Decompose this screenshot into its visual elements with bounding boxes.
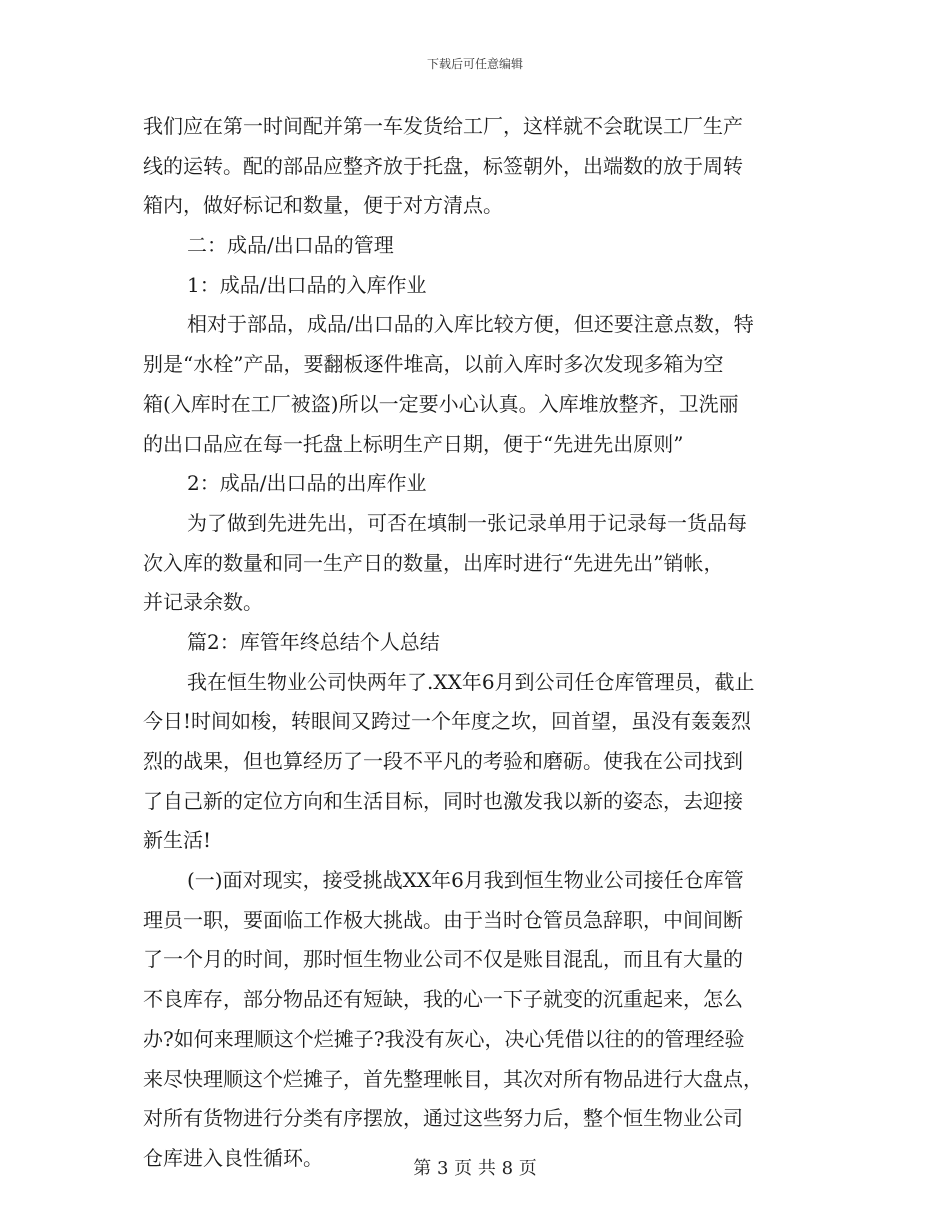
text-line: 2：成品/出口品的出库作业 — [187, 471, 427, 496]
text-line: 我们应在第一时间配并第一车发货给工厂，这样就不会耽误工厂生产 — [143, 114, 743, 138]
page-number: 第 3 页 共 8 页 — [413, 1158, 537, 1179]
text-line: 箱内，做好标记和数量，便于对方清点。 — [143, 193, 503, 218]
text-line: 我在恒生物业公司快两年了.XX年6月到公司任仓库管理员，截止 — [187, 669, 755, 694]
text-line: 的出口品应在每一托盘上标明生产日期，便于“先进先出原则” — [143, 431, 684, 456]
text-line: 今日!时间如梭，转眼间又跨过一个年度之坎，回首望，虽没有轰轰烈 — [143, 709, 752, 734]
text-line: 二：成品/出口品的管理 — [187, 233, 394, 258]
text-line: 次入库的数量和同一生产日的数量，出库时进行“先进先出”销帐， — [143, 550, 724, 575]
text-line: 办?如何来理顺这个烂摊子?我没有灰心，决心凭借以往的的管理经验 — [143, 1026, 745, 1051]
text-line: 了一个月的时间，那时恒生物业公司不仅是账目混乱，而且有大量的 — [143, 947, 743, 972]
text-line: 相对于部品，成品/出口品的入库比较方便，但还要注意点数，特 — [187, 312, 754, 337]
text-line: 篇2：库管年终总结个人总结 — [187, 629, 440, 654]
document-body — [143, 107, 813, 1179]
page-header-note: 下载后可任意编辑 — [426, 57, 523, 71]
text-line: 对所有货物进行分类有序摆放，通过这些努力后，整个恒生物业公司 — [143, 1106, 743, 1131]
text-line: 1：成品/出口品的入库作业 — [187, 272, 427, 297]
text-line: 并记录余数。 — [143, 590, 263, 615]
text-line: 仓库进入良性循环。 — [143, 1145, 323, 1170]
text-line: 烈的战果，但也算经历了一段不平凡的考验和磨砺。使我在公司找到 — [143, 749, 743, 773]
text-line: 来尽快理顺这个烂摊子，首先整理帐目，其次对所有物品进行大盘点， — [143, 1066, 763, 1091]
text-line: 新生活! — [143, 828, 212, 853]
text-line: 线的运转。配的部品应整齐放于托盘，标签朝外，出端数的放于周转 — [143, 153, 743, 178]
text-line: 不良库存，部分物品还有短缺，我的心一下子就变的沉重起来，怎么 — [143, 987, 743, 1012]
text-line: 为了做到先进先出，可否在填制一张记录单用于记录每一货品每 — [187, 510, 747, 535]
text-line: (一)面对现实，接受挑战XX年6月我到恒生物业公司接任仓库管 — [187, 868, 744, 893]
text-line: 别是“水栓”产品，要翻板逐件堆高，以前入库时多次发现多箱为空 — [143, 352, 724, 377]
text-line: 了自己新的定位方向和生活目标，同时也激发我以新的姿态，去迎接 — [143, 788, 743, 813]
text-line: 理员一职，要面临工作极大挑战。由于当时仓管员急辞职，中间间断 — [143, 907, 743, 932]
text-line: 箱(入库时在工厂被盗)所以一定要小心认真。入库堆放整齐，卫洗丽 — [143, 391, 739, 416]
